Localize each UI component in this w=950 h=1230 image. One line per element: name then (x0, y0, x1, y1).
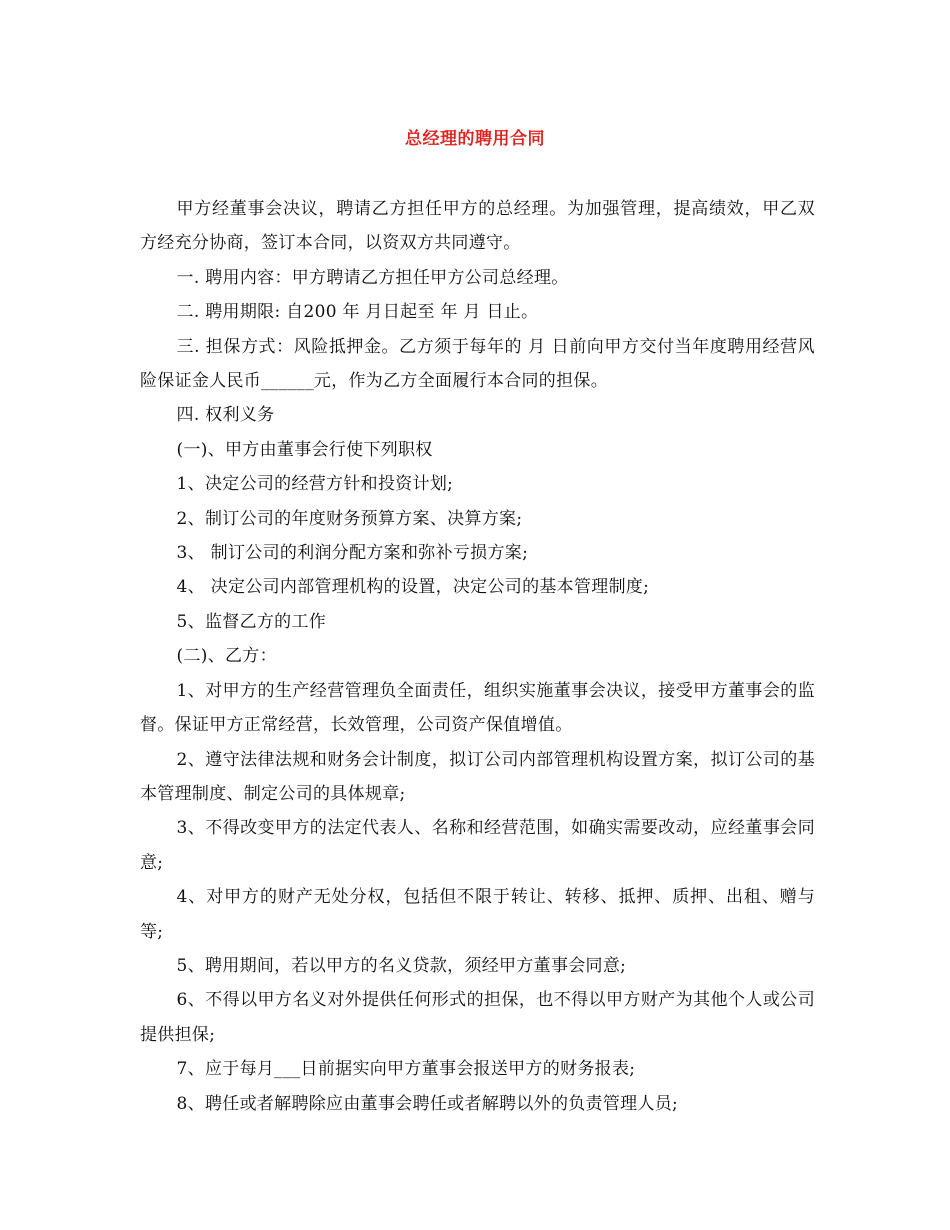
paragraph-party-b-item-8: 8、聘任或者解聘除应由董事会聘任或者解聘以外的负责管理人员; (176, 1093, 679, 1114)
paragraph-party-b-item-5: 5、聘用期间，若以甲方的名义贷款，须经甲方董事会同意; (176, 955, 627, 976)
document-body (140, 192, 815, 1121)
paragraph-party-a-item-4: 4、 决定公司内部管理机构的设置，决定公司的基本管理制度; (176, 577, 650, 598)
paragraph-party-a-item-2: 2、制订公司的年度财务预算方案、决算方案; (176, 508, 523, 529)
paragraph-party-a-item-3: 3、 制订公司的利润分配方案和弥补亏损方案; (176, 543, 529, 564)
paragraph-clause-3: 三. 担保方式：风险抵押金。乙方须于每年的 月 日前向甲方交付当年度聘用经营风险保证金人民币______元，作为乙方全面履行本合同的担保。 (140, 336, 815, 392)
paragraph-party-a-item-5: 5、监督乙方的工作 (176, 611, 327, 632)
paragraph-party-a-item-1: 1、决定公司的经营方针和投资计划; (176, 474, 454, 495)
paragraph-party-b-item-7: 7、应于每月___日前据实向甲方董事会报送甲方的财务报表; (176, 1059, 636, 1080)
paragraph-clause-2: 二. 聘用期限: 自200 年 月日起至 年 月 日止。 (176, 302, 539, 323)
paragraph-party-b-item-2: 2、遵守法律法规和财务会计制度，拟订公司内部管理机构设置方案，拟订公司的基本管理制度、制定公司的具体规章; (140, 749, 815, 804)
paragraph-intro: 甲方经董事会决议，聘请乙方担任甲方的总经理。为加强管理，提高绩效，甲乙双方经充分协商，签订本合同，以资双方共同遵守。 (140, 199, 815, 254)
paragraph-clause-4: 四. 权利义务 (176, 405, 275, 426)
paragraph-party-b-item-6: 6、不得以甲方名义对外提供任何形式的担保，也不得以甲方财产为其他个人或公司提供担保; (140, 990, 815, 1045)
paragraph-party-b-item-1: 1、对甲方的生产经营管理负全面责任，组织实施董事会决议，接受甲方董事会的监督。保证甲方正常经营，长效管理，公司资产保值增值。 (140, 680, 815, 736)
document-title: 总经理的聘用合同 (405, 129, 545, 149)
paragraph-clause-1: 一. 聘用内容：甲方聘请乙方担任甲方公司总经理。 (176, 267, 569, 288)
paragraph-party-b-item-4: 4、对甲方的财产无处分权，包括但不限于转让、转移、抵押、质押、出租、赠与等; (140, 887, 815, 942)
paragraph-party-b-item-3: 3、不得改变甲方的法定代表人、名称和经营范围，如确实需要改动，应经董事会同意; (140, 818, 815, 873)
paragraph-party-a-heading: (一)、甲方由董事会行使下列职权 (176, 439, 433, 460)
paragraph-party-b-heading: (二)、乙方： (176, 646, 277, 667)
